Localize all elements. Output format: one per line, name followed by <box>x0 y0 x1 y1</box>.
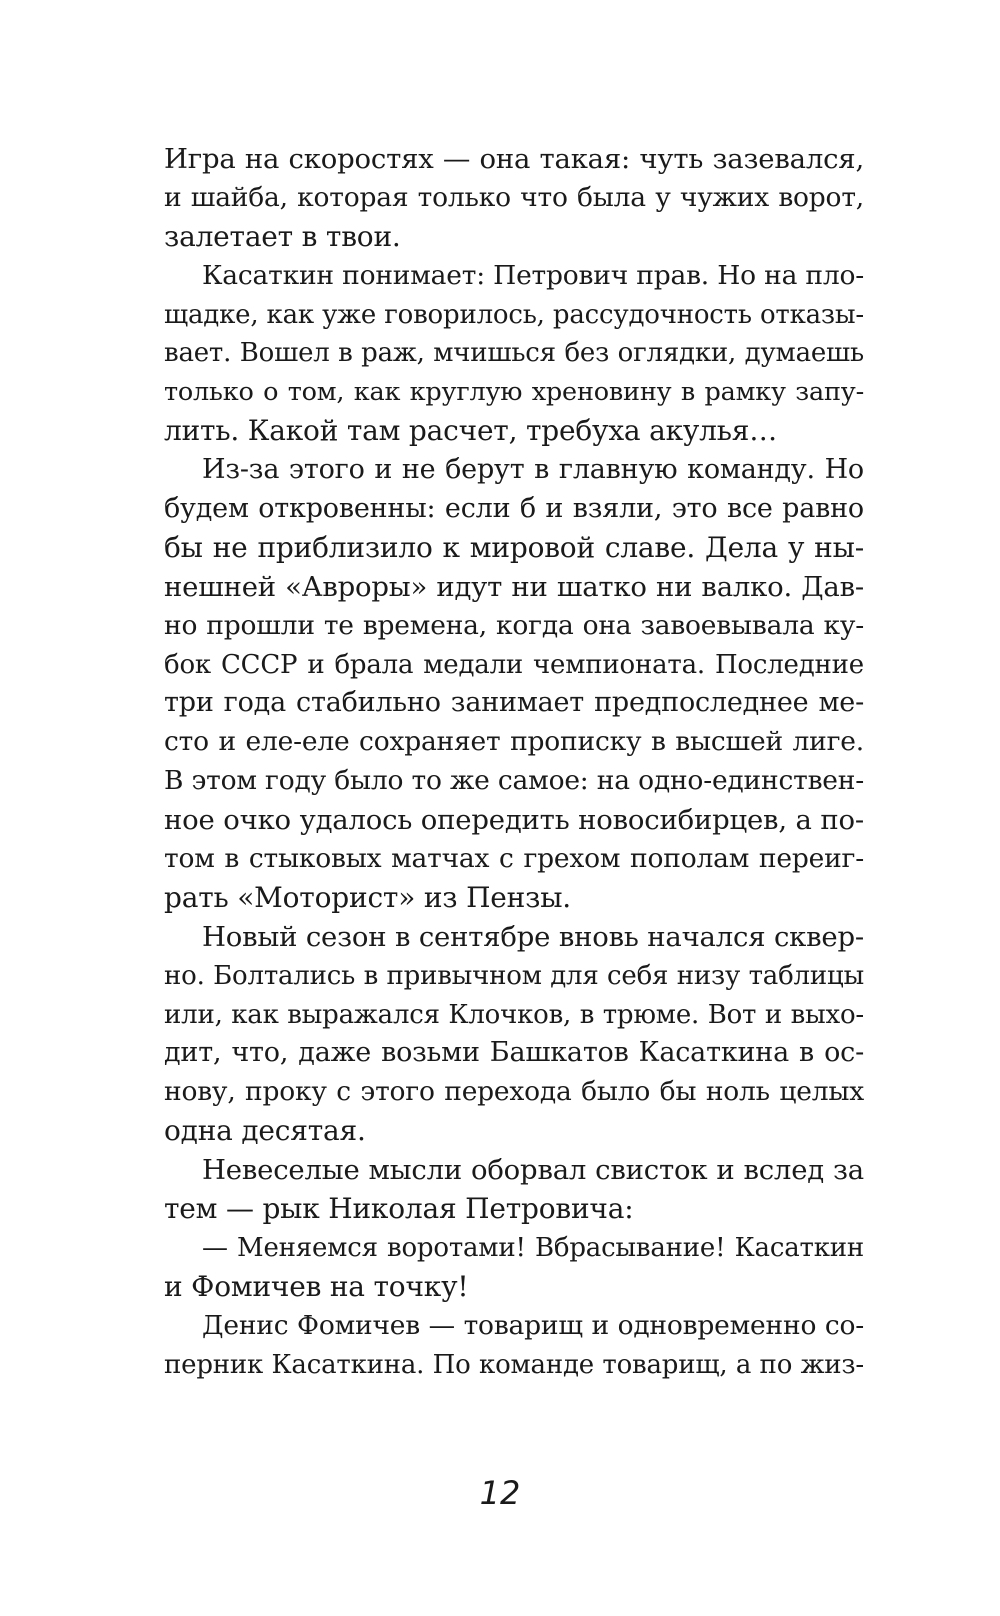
text-line: рать «Моторист» из Пензы. <box>164 880 571 914</box>
text-line: ное очко удалось опередить новосибирцев, а по- <box>164 804 864 837</box>
text-line: щадке, как уже говорилось, рассудочность отказы- <box>164 299 864 330</box>
text-line: залетает в твои. <box>164 219 401 253</box>
text-line: или, как выражался Клочков, в трюме. Вот и выхо- <box>164 999 864 1030</box>
text-line: три года стабильно занимает предпоследнее ме- <box>164 687 864 719</box>
text-line: вает. Вошел в раж, мчишься без оглядки, думаешь <box>164 338 864 369</box>
text-line: только о том, как круглую хреновину в рамку запу- <box>164 377 864 408</box>
text-line: том в стыковых матчах с грехом пополам переиг- <box>164 843 864 875</box>
text-line: перник Касаткина. По команде товарищ, а по жиз- <box>164 1349 864 1380</box>
text-line: бок СССР и брала медали чемпионата. Последние <box>164 649 864 680</box>
text-line: — Меняемся воротами! Вбрасывание! Касаткин <box>202 1232 864 1263</box>
page-number: 12 <box>479 1474 521 1512</box>
text-line: Игра на скоростях — она такая: чуть зазевался, <box>164 143 864 175</box>
text-line: нову, проку с этого перехода было бы ноль целых <box>164 1076 864 1108</box>
text-line: бы не приблизило к мировой славе. Дела у ны- <box>164 530 864 564</box>
text-line: будем откровенны: если б и взяли, это все равно <box>164 493 864 525</box>
text-line: Касаткин понимает: Петрович прав. Но на пло- <box>202 259 865 291</box>
text-line: сто и еле-еле сохраняет прописку в высшей лиге. <box>164 726 864 758</box>
text-line: но прошли те времена, когда она завоевывала ку- <box>164 609 864 641</box>
text-line: дит, что, даже возьми Башкатов Касаткина в ос- <box>164 1037 864 1069</box>
text-line: и шайба, которая только что была у чужих ворот, <box>164 181 864 213</box>
text-line: В этом году было то же самое: на одно-единствен- <box>164 765 864 797</box>
body-text <box>164 140 864 1385</box>
text-line: нешней «Авроры» идут ни шатко ни валко. Дав- <box>164 570 864 603</box>
text-line: Новый сезон в сентябре вновь начался сквер- <box>202 920 864 953</box>
text-line: одна десятая. <box>164 1114 366 1148</box>
text-line: Денис Фомичев — товарищ и одновременно со- <box>202 1309 864 1341</box>
text-line: но. Болтались в привычном для себя низу таблицы <box>164 960 864 991</box>
text-line: Невеселые мысли оборвал свисток и вслед за <box>202 1154 864 1187</box>
text-line: и Фомичев на точку! <box>164 1269 469 1303</box>
text-line: Из-за этого и не берут в главную команду. Но <box>202 454 864 486</box>
text-line: тем — рык Николая Петровича: <box>164 1192 634 1226</box>
text-line: лить. Какой там расчет, требуха акулья… <box>164 414 778 448</box>
